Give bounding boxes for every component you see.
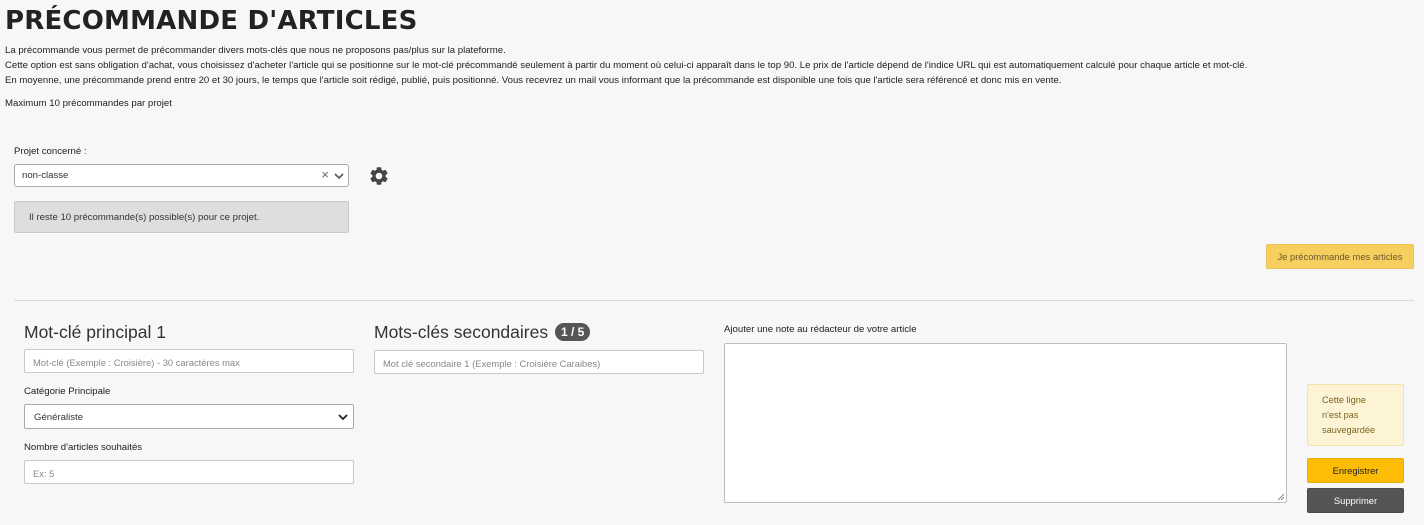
secondary-keywords-count-badge: 1 / 5 [555,323,590,341]
gear-icon[interactable] [368,165,390,187]
clear-selection-icon[interactable]: × [321,167,329,182]
intro-text [5,43,1415,88]
unsaved-status-line: Cette ligne [1322,395,1366,405]
chevron-down-icon [333,169,345,183]
note-label: Ajouter une note au rédacteur de votre article [724,324,917,335]
precommand-button[interactable]: Je précommande mes articles [1266,244,1414,269]
save-button[interactable]: Enregistrer [1307,458,1404,483]
main-keyword-input[interactable]: Mot-clé (Exemple : Croisière) - 30 caractères max [24,349,354,373]
main-keyword-title: Mot-clé principal 1 [24,322,166,342]
category-label: Catégorie Principale [24,386,111,397]
page-title: PRÉCOMMANDE D'ARTICLES [5,6,418,36]
articles-count-label: Nombre d'articles souhaités [24,442,143,453]
resize-grip-icon[interactable] [1277,493,1285,501]
chevron-down-icon [337,411,349,423]
project-select[interactable] [14,164,349,187]
unsaved-status-notice [1307,384,1404,446]
secondary-keywords-label: Mots-clés secondaires [374,322,549,342]
intro-line: En moyenne, une précommande prend entre 20 et 30 jours, le temps que l'article soit rédigé, publié, puis positionné. Vous recevrez un mail vous informant que la précommande est disponible une fois que l'article sera référencé et donc mis en vente. [5,75,1062,86]
articles-count-input[interactable]: Ex: 5 [24,460,354,484]
category-select-value: Généraliste [34,412,84,423]
secondary-keywords-title [374,322,590,343]
max-precommand-note: Maximum 10 précommandes par projet [5,98,172,109]
unsaved-status-line: n'est pas [1322,410,1359,420]
section-divider [14,300,1414,301]
remaining-precommands-info: Il reste 10 précommande(s) possible(s) pour ce projet. [14,201,349,233]
note-textarea[interactable] [724,343,1287,503]
category-select[interactable] [24,404,354,429]
intro-line: Cette option est sans obligation d'achat, vous choisissez d'acheter l'article qui se positionne sur le mot-clé précommandé seulement à partir du moment où celui-ci apparaît dans le top 90. Le prix de l'article dépend de l'indice URL qui est automatiquement calculé pour chaque article et mot-clé. [5,60,1248,71]
secondary-keyword-input[interactable]: Mot clé secondaire 1 (Exemple : Croisière Caraibes) [374,350,704,374]
project-select-value: non-classe [22,170,69,181]
delete-button[interactable]: Supprimer [1307,488,1404,513]
project-label: Projet concerné : [14,146,87,157]
intro-line: La précommande vous permet de précommander divers mots-clés que nous ne proposons pas/plus sur la plateforme. [5,45,506,56]
unsaved-status-line: sauvegardée [1322,425,1376,435]
